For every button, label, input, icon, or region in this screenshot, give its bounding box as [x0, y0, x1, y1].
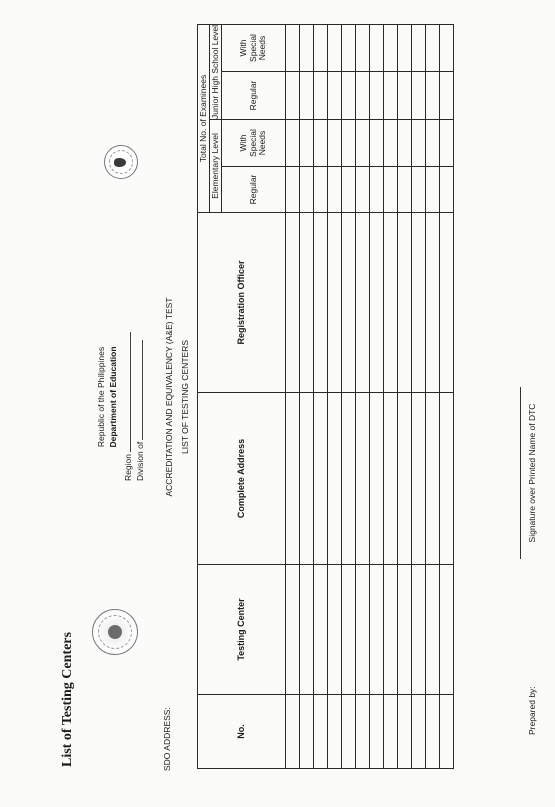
table-cell[interactable]: [342, 24, 356, 71]
table-cell[interactable]: [370, 167, 384, 213]
col-center-header: Testing Center: [198, 565, 286, 695]
region-line: [122, 332, 133, 481]
table-body: [286, 24, 454, 768]
table-cell[interactable]: [342, 167, 356, 213]
table-cell[interactable]: [440, 167, 454, 213]
table-cell[interactable]: [384, 72, 398, 120]
table-cell[interactable]: [412, 120, 426, 167]
signature-line: [520, 387, 521, 559]
table-cell[interactable]: [426, 120, 440, 167]
table-cell[interactable]: [412, 24, 426, 71]
table-cell[interactable]: [286, 213, 300, 393]
table-cell[interactable]: [286, 167, 300, 213]
table-cell[interactable]: [314, 120, 328, 167]
division-blank: [134, 340, 143, 440]
table-cell[interactable]: [384, 393, 398, 565]
table-cell[interactable]: [286, 695, 300, 769]
table-cell[interactable]: [440, 213, 454, 393]
table-cell[interactable]: [314, 393, 328, 565]
division-label: Division of: [135, 441, 145, 481]
table-cell[interactable]: [398, 565, 412, 695]
table-row: [440, 24, 454, 768]
table-cell[interactable]: [342, 72, 356, 120]
table-cell[interactable]: [328, 24, 342, 71]
table-cell[interactable]: [370, 213, 384, 393]
col-elementary-header: Elementary Level: [210, 120, 222, 213]
table-cell[interactable]: [286, 72, 300, 120]
deped-seal-icon: [92, 609, 138, 655]
col-jhs-regular-header: Regular: [222, 72, 286, 120]
table-cell[interactable]: [426, 24, 440, 71]
table-cell[interactable]: [398, 213, 412, 393]
table-row: [370, 24, 384, 768]
table-cell[interactable]: [440, 695, 454, 769]
table-cell[interactable]: [384, 24, 398, 71]
table-row: [286, 24, 300, 768]
table-cell[interactable]: [398, 695, 412, 769]
list-title: LIST OF TESTING CENTERS: [180, 340, 190, 454]
table-cell[interactable]: [356, 120, 370, 167]
table-cell[interactable]: [286, 393, 300, 565]
table-cell[interactable]: [328, 565, 342, 695]
table-cell[interactable]: [328, 167, 342, 213]
table-cell[interactable]: [356, 213, 370, 393]
table-row: [314, 24, 328, 768]
table-cell[interactable]: [356, 393, 370, 565]
table-cell[interactable]: [356, 167, 370, 213]
table-cell[interactable]: [286, 565, 300, 695]
table-cell[interactable]: [328, 120, 342, 167]
table-cell[interactable]: [370, 393, 384, 565]
table-cell[interactable]: [300, 695, 314, 769]
table-cell[interactable]: [384, 213, 398, 393]
table-cell[interactable]: [300, 167, 314, 213]
col-officer-header: Registration Officer: [198, 213, 286, 393]
table-cell[interactable]: [412, 565, 426, 695]
table-row: [412, 24, 426, 768]
republic-line: Republic of the Philippines: [96, 346, 106, 448]
table-cell[interactable]: [342, 695, 356, 769]
table-cell[interactable]: [398, 24, 412, 71]
col-jhs-header: Junior High School Level: [209, 24, 220, 119]
table-row: [300, 24, 314, 768]
table-cell[interactable]: [370, 72, 384, 120]
division-line: [134, 340, 145, 481]
testing-centers-table: [197, 24, 454, 769]
table-row: [356, 24, 370, 768]
table-cell[interactable]: [300, 72, 314, 120]
department-line: Department of Education: [108, 346, 118, 448]
table-cell[interactable]: [356, 24, 370, 71]
table-cell[interactable]: [286, 24, 300, 71]
table-cell[interactable]: [426, 695, 440, 769]
prepared-by-label: Prepared by:: [527, 686, 537, 735]
table-cell[interactable]: [300, 565, 314, 695]
table-cell[interactable]: [440, 393, 454, 565]
table-cell[interactable]: [314, 72, 328, 120]
signature-caption: Signature over Printed Name of DTC: [527, 403, 537, 543]
table-cell[interactable]: [412, 695, 426, 769]
table-cell[interactable]: [398, 393, 412, 565]
col-total-header: Total No. of Examinees: [198, 24, 210, 212]
table-cell[interactable]: [328, 393, 342, 565]
table-row: [426, 24, 440, 768]
table-cell[interactable]: [328, 213, 342, 393]
table-cell[interactable]: [300, 120, 314, 167]
table-cell[interactable]: [328, 72, 342, 120]
table-cell[interactable]: [356, 695, 370, 769]
table-cell[interactable]: [426, 393, 440, 565]
table-row: [398, 24, 412, 768]
table-cell[interactable]: [314, 24, 328, 71]
table-cell[interactable]: [384, 167, 398, 213]
philippine-seal-icon: [104, 145, 138, 179]
table-row: [342, 24, 356, 768]
table-cell[interactable]: [384, 695, 398, 769]
table-cell[interactable]: [440, 120, 454, 167]
table-cell[interactable]: [370, 565, 384, 695]
table-cell[interactable]: [342, 565, 356, 695]
table-cell[interactable]: [356, 72, 370, 120]
table-cell[interactable]: [398, 120, 412, 167]
table-cell[interactable]: [426, 167, 440, 213]
region-blank: [122, 332, 131, 452]
table-cell[interactable]: [370, 695, 384, 769]
table-cell[interactable]: [370, 24, 384, 71]
table-cell[interactable]: [398, 167, 412, 213]
table-cell[interactable]: [300, 393, 314, 565]
table-row: [384, 24, 398, 768]
document-title: List of Testing Centers: [60, 632, 75, 767]
table-cell[interactable]: [300, 213, 314, 393]
table-cell[interactable]: [370, 120, 384, 167]
table-cell[interactable]: [314, 695, 328, 769]
test-name: ACCREDITATION AND EQUIVALENCY (A&E) TEST: [164, 297, 174, 497]
table-cell[interactable]: [426, 72, 440, 120]
table-cell[interactable]: [328, 695, 342, 769]
table-cell[interactable]: [440, 24, 454, 71]
table-cell[interactable]: [342, 213, 356, 393]
table-cell[interactable]: [286, 120, 300, 167]
table-cell[interactable]: [412, 72, 426, 120]
table-cell[interactable]: [412, 167, 426, 213]
table-row: [328, 24, 342, 768]
table-cell[interactable]: [300, 24, 314, 71]
sdo-address-label: SDO ADDRESS:: [162, 707, 172, 771]
table-cell[interactable]: [440, 565, 454, 695]
table-cell[interactable]: [426, 565, 440, 695]
table-cell[interactable]: [356, 565, 370, 695]
col-address-header: Complete Address: [198, 393, 286, 565]
col-jhs-special-header: With Special Needs: [222, 24, 286, 71]
table-cell[interactable]: [384, 120, 398, 167]
col-elem-special-header: With Special Needs: [222, 120, 286, 167]
table-cell[interactable]: [342, 120, 356, 167]
table-cell[interactable]: [314, 565, 328, 695]
col-elem-regular-header: Regular: [222, 167, 286, 213]
table-cell[interactable]: [398, 72, 412, 120]
table-cell[interactable]: [440, 72, 454, 120]
table-cell[interactable]: [314, 167, 328, 213]
table-cell[interactable]: [426, 213, 440, 393]
table-cell[interactable]: [314, 213, 328, 393]
table-cell[interactable]: [342, 393, 356, 565]
col-no-header: No.: [198, 695, 286, 769]
table-cell[interactable]: [384, 565, 398, 695]
table-cell[interactable]: [412, 213, 426, 393]
table-cell[interactable]: [412, 393, 426, 565]
region-label: Region: [123, 454, 133, 481]
